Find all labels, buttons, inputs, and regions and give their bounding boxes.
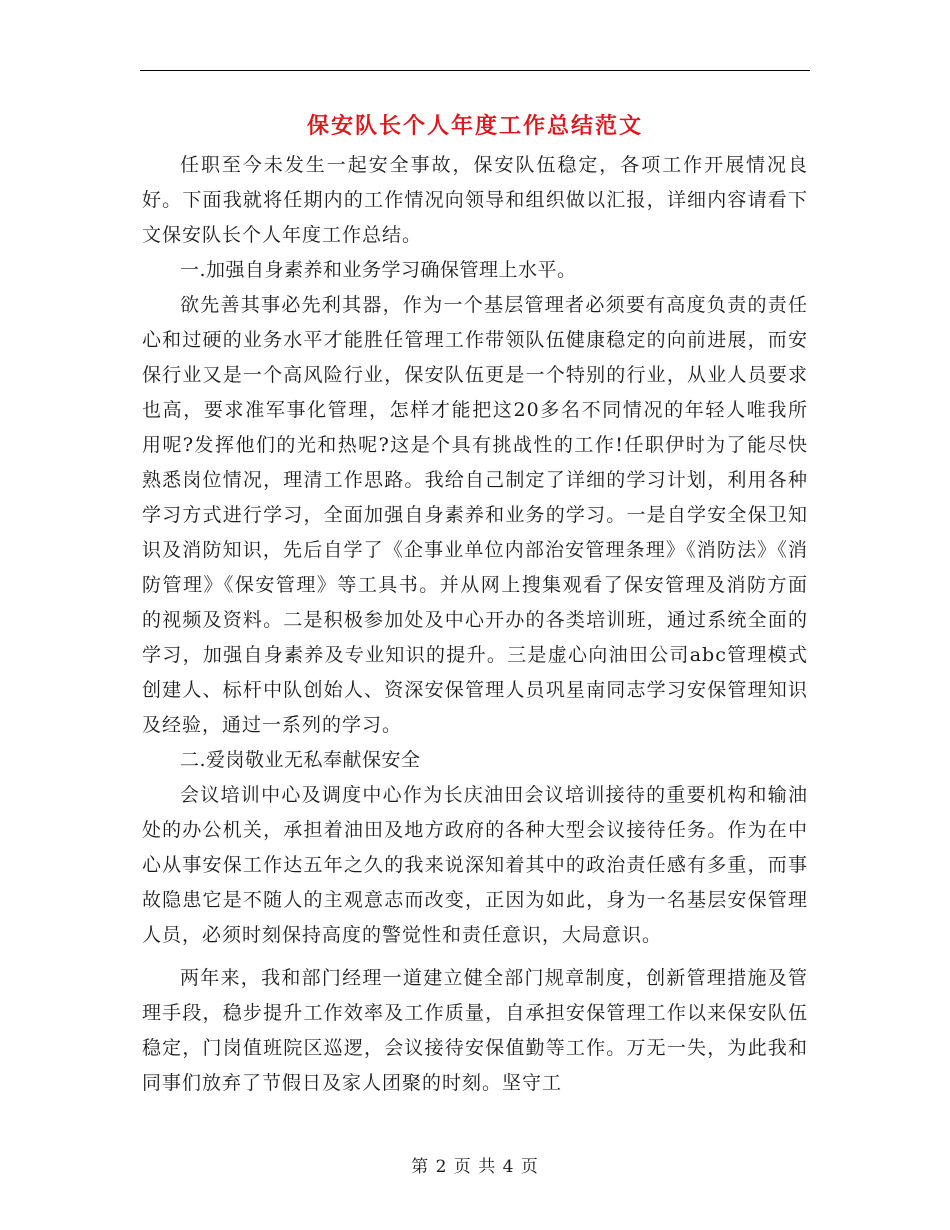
body-paragraph-1: 欲先善其事必先利其器，作为一个基层管理者必须要有高度负责的责任心和过硬的业务水平才能胜任管理工作带领队伍健康稳定的向前进展，而安保行业又是一个高风险行业，保安队伍更是一个特别的行业，从业人员要求也高，要求准军事化管理，怎样才能把这20多名不同情况的年轻人唯我所用呢?发挥他们的光和热呢?这是个具有挑战性的工作!任职伊时为了能尽快熟悉岗位情况，理清工作思路。我给自己制定了详细的学习计划，利用各种学习方式进行学习，全面加强自身素养和业务的学习。一是自学安全保卫知识及消防知识，先后自学了《企事业单位内部治安管理条理》《消防法》《消防管理》《保安管理》等工具书。并从网上搜集观看了保安管理及消防方面的视频及资料。二是积极参加处及中心开办的各类培训班，通过系统全面的学习，加强自身素养及专业知识的提升。三是虚心向油田公司abc管理模式创建人、标杆中队创始人、资深安保管理人员巩星南同志学习安保管理知识及经验，通过一系列的学习。	[142, 294, 808, 736]
intro-paragraph: 任职至今未发生一起安全事故，保安队伍稳定，各项工作开展情况良好。下面我就将任期内的工作情况向领导和组织做以汇报，详细内容请看下文保安队长个人年度工作总结。	[142, 154, 808, 246]
body-paragraph-3: 两年来，我和部门经理一道建立健全部门规章制度，创新管理措施及管理手段，稳步提升工作效率及工作质量，自承担安保管理工作以来保安队伍稳定，门岗值班院区巡逻，会议接待安保值勤等工作。万无一失，为此我和同事们放弃了节假日及家人团聚的时刻。坚守工	[142, 967, 808, 1094]
header-rule	[140, 70, 810, 71]
document-body	[142, 148, 808, 1101]
body-paragraph-2: 会议培训中心及调度中心作为长庆油田会议培训接待的重要机构和输油处的办公机关，承担着油田及地方政府的各种大型会议接待任务。作为在中心从事安保工作达五年之久的我来说深知着其中的政治责任感有多重，而事故隐患它是不随人的主观意志而改变，正因为如此，身为一名基层安保管理人员，必须时刻保持高度的警觉性和责任意识，大局意识。	[142, 784, 808, 946]
section-heading-2: 二.爱岗敬业无私奉献保安全	[180, 749, 421, 771]
section-heading-1: 一.加强自身素养和业务学习确保管理上水平。	[180, 259, 577, 281]
document-title: 保安队长个人年度工作总结范文	[306, 113, 643, 139]
page-number: 第 2 页 共 4 页	[411, 1157, 539, 1177]
